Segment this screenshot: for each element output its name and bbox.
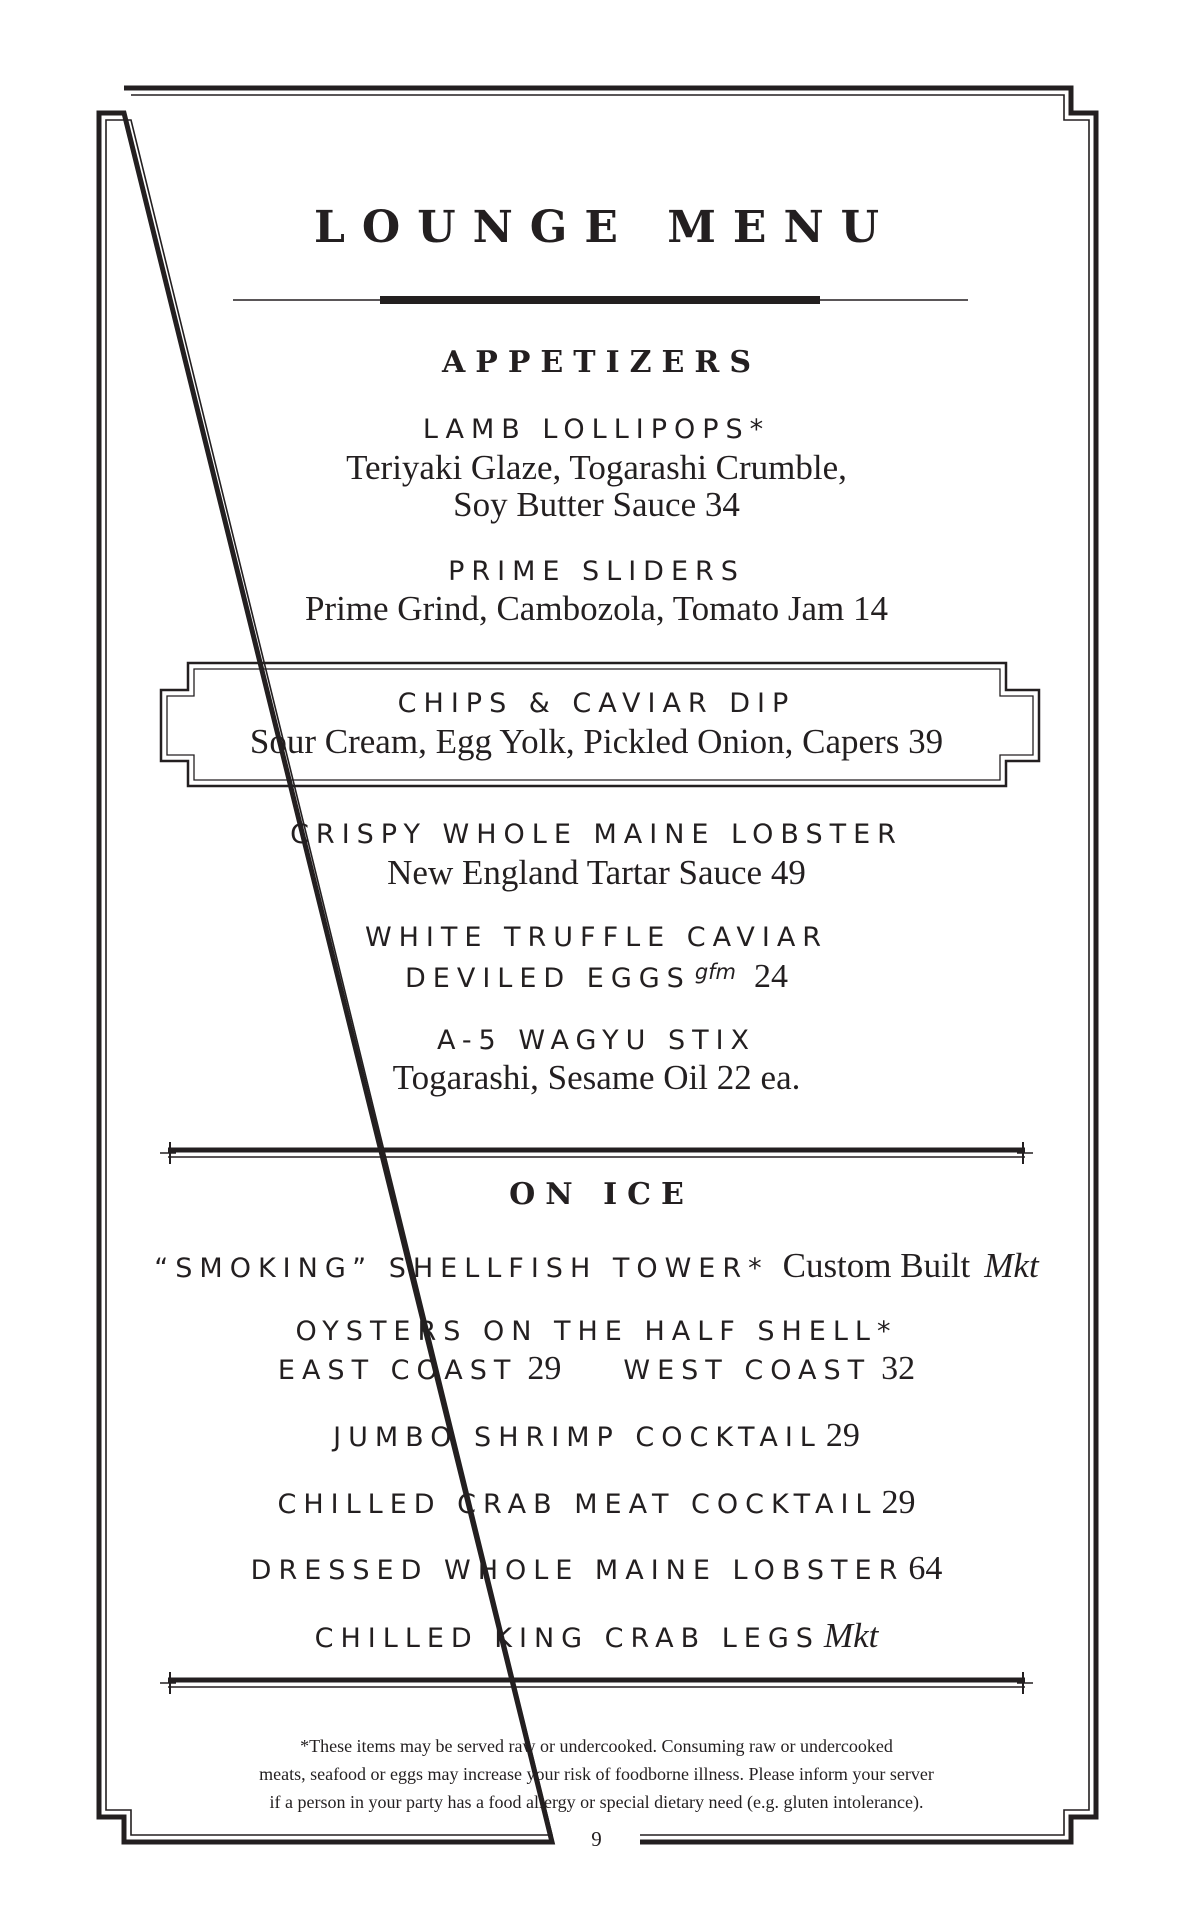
dietary-tag: gfm [694,960,736,984]
item-line-crab-meat-cocktail [0,1484,1193,1522]
item-name-dressed-lobster: DRESSED WHOLE MAINE LOBSTER [250,1555,905,1586]
footnote-line-3: if a person in your party has a food allergy or special dietary need (e.g. gluten intolerance). [269,1792,924,1812]
footnote-line-2: meats, seafood or eggs may increase your risk of foodborne illness. Please inform your server [259,1764,934,1784]
oysters-west-label: WEST COAST [623,1355,872,1386]
item-line-dressed-lobster [0,1550,1193,1588]
item-name-deviled-eggs: DEVILED EGGS [405,963,691,994]
oysters-east-label: EAST COAST [277,1355,518,1386]
item-line-shrimp-cocktail [0,1417,1193,1455]
item-name-lamb-lollipops: LAMB LOLLIPOPS* [422,414,771,445]
item-line-king-crab-legs [0,1616,1193,1656]
item-desc-chips-caviar-dip: Sour Cream, Egg Yolk, Pickled Onion, Capers 39 [249,722,944,761]
item-name-oysters: OYSTERS ON THE HALF SHELL* [295,1316,898,1347]
item-name-shellfish-tower: “SMOKING” SHELLFISH TOWER* [154,1253,769,1284]
item-price-shellfish-tower: Mkt [984,1246,1039,1285]
item-desc-prime-sliders: Prime Grind, Cambozola, Tomato Jam 14 [304,589,889,628]
footnote-line-1: *These items may be served raw or undercooked. Consuming raw or undercooked [300,1736,893,1756]
item-name-wagyu-stix: A-5 WAGYU STIX [436,1025,757,1056]
item-desc-lamb-lollipops-1: Teriyaki Glaze, Togarashi Crumble, [346,448,847,487]
item-name-deviled-eggs-line [0,958,1193,996]
item-price-shrimp-cocktail: 29 [825,1417,860,1454]
item-price-king-crab-legs: Mkt [823,1616,879,1655]
item-price-deviled-eggs: 24 [754,958,788,995]
oysters-west-price: 32 [881,1350,916,1387]
item-name-prime-sliders: PRIME SLIDERS [448,556,745,587]
item-name-crispy-lobster: CRISPY WHOLE MAINE LOBSTER [290,819,903,850]
item-name-chips-caviar-dip: CHIPS & CAVIAR DIP [397,688,796,719]
item-line-shellfish-tower [0,1246,1193,1286]
item-name-shrimp-cocktail: JUMBO SHRIMP COCKTAIL [333,1422,822,1453]
section-heading-appetizers: APPETIZERS [442,345,761,380]
item-price-dressed-lobster: 64 [908,1550,943,1587]
item-desc-crispy-lobster: New England Tartar Sauce 49 [387,853,806,892]
page-title: LOUNGE MENU [313,202,897,253]
item-name-white-truffle-caviar: WHITE TRUFFLE CAVIAR [364,922,829,953]
page-number: 9 [591,1827,602,1851]
item-name-crab-meat-cocktail: CHILLED CRAB MEAT COCKTAIL [277,1489,878,1520]
item-price-crab-meat-cocktail: 29 [881,1484,916,1521]
item-line-oysters-prices [0,1350,1193,1388]
section-heading-on-ice: ON ICE [509,1177,694,1212]
title-rule [233,296,968,304]
item-name-king-crab-legs: CHILLED KING CRAB LEGS [314,1623,820,1654]
item-desc-lamb-lollipops-2: Soy Butter Sauce 34 [453,485,740,524]
oysters-east-price: 29 [527,1350,562,1387]
item-desc-wagyu-stix: Togarashi, Sesame Oil 22 ea. [392,1058,801,1097]
section-divider-2 [160,1672,1033,1694]
section-divider-1 [160,1142,1033,1164]
item-desc-shellfish-tower: Custom Built [782,1246,971,1285]
